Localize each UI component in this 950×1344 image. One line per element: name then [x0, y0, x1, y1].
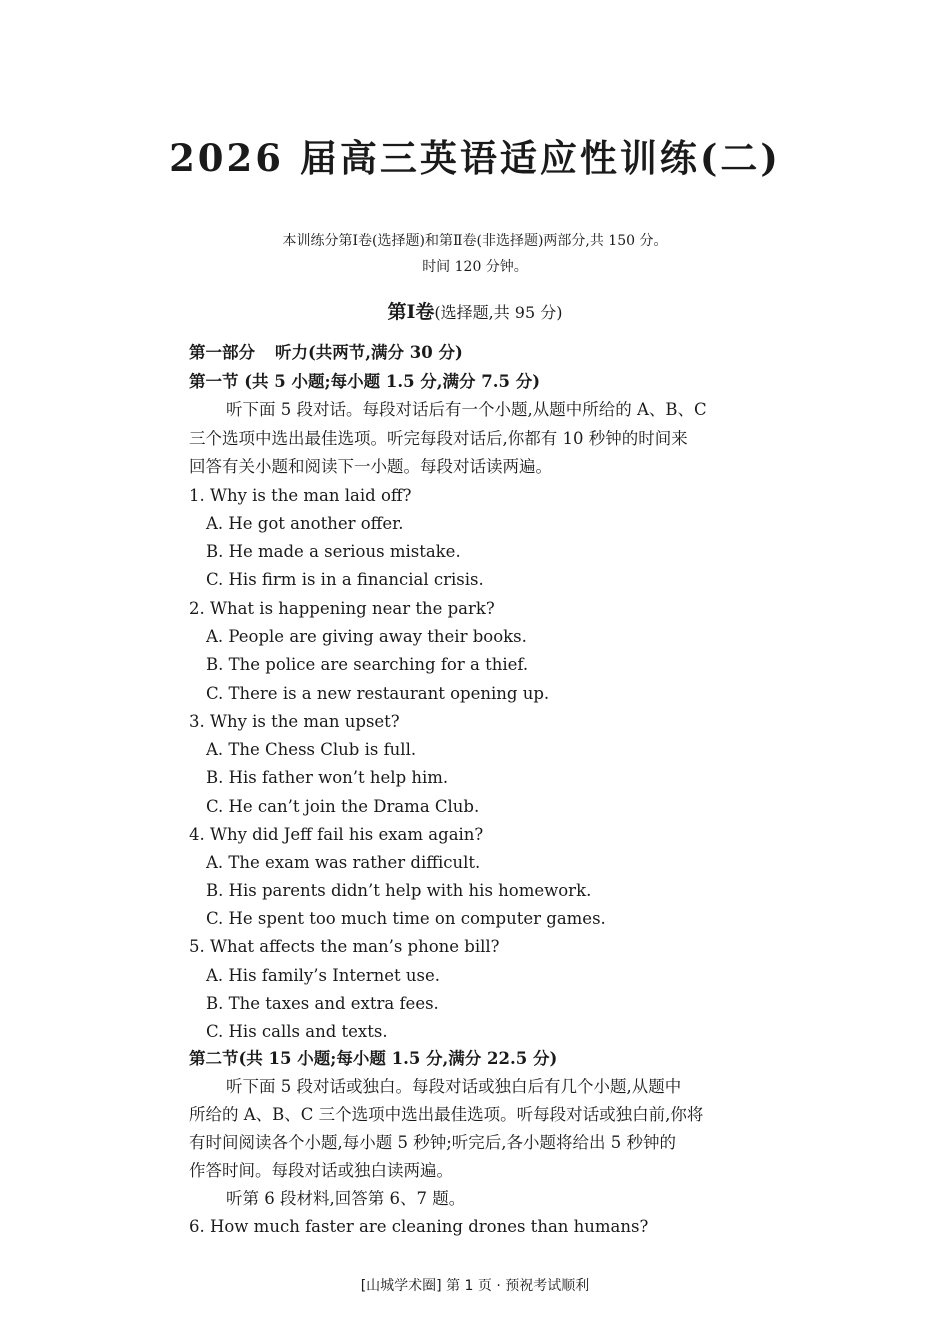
part1-heading-title: 听力(共两节,满分 30 分) — [275, 343, 463, 362]
question-option: A. People are giving away their books. — [206, 627, 527, 646]
intro-line-1: 本训练分第Ⅰ卷(选择题)和第Ⅱ卷(非选择题)两部分,共 150 分。 — [282, 233, 668, 249]
question-option: C. His calls and texts. — [206, 1022, 388, 1041]
question-stem: 2. What is happening near the park? — [189, 599, 495, 618]
section1-instruction: 回答有关小题和阅读下一小题。每段对话读两遍。 — [189, 457, 552, 476]
material-note: 听第 6 段材料,回答第 6、7 题。 — [226, 1189, 466, 1208]
volume-heading-main: 第Ⅰ卷 — [387, 301, 435, 323]
page-title: 2026 届高三英语适应性训练(二) — [169, 136, 781, 180]
question-option: A. The exam was rather difficult. — [206, 853, 481, 872]
question-option: B. The taxes and extra fees. — [206, 994, 439, 1013]
question-stem: 3. Why is the man upset? — [189, 712, 400, 731]
question-stem: 1. Why is the man laid off? — [189, 486, 412, 505]
volume-heading-sub: (选择题,共 95 分) — [434, 303, 563, 322]
question-stem: 6. How much faster are cleaning drones than humans? — [189, 1217, 649, 1236]
section2-instruction: 所给的 A、B、C 三个选项中选出最佳选项。听每段对话或独白前,你将 — [189, 1105, 704, 1124]
question-stem: 4. Why did Jeff fail his exam again? — [189, 825, 484, 844]
section2-heading: 第二节(共 15 小题;每小题 1.5 分,满分 22.5 分) — [189, 1049, 558, 1068]
question-option: B. He made a serious mistake. — [206, 542, 461, 561]
question-option: B. His father won’t help him. — [206, 768, 449, 787]
part1-heading — [189, 343, 789, 363]
page-footer: [山城学术圈] 第 1 页 · 预祝考试顺利 — [360, 1278, 590, 1294]
section1-heading: 第一节 (共 5 小题;每小题 1.5 分,满分 7.5 分) — [189, 372, 541, 391]
question-option: A. The Chess Club is full. — [206, 740, 417, 759]
question-option: C. He can’t join the Drama Club. — [206, 797, 480, 816]
question-option: B. His parents didn’t help with his homework. — [206, 881, 592, 900]
question-option: C. There is a new restaurant opening up. — [206, 684, 550, 703]
question-option: A. His family’s Internet use. — [206, 966, 441, 985]
section2-instruction: 听下面 5 段对话或独白。每段对话或独白后有几个小题,从题中 — [226, 1077, 682, 1096]
question-option: C. He spent too much time on computer games. — [206, 909, 606, 928]
volume-heading — [0, 297, 950, 324]
question-option: A. He got another offer. — [206, 514, 404, 533]
question-stem: 5. What affects the man’s phone bill? — [189, 937, 500, 956]
question-option: C. His firm is in a financial crisis. — [206, 570, 484, 589]
question-option: B. The police are searching for a thief. — [206, 655, 529, 674]
section2-instruction: 作答时间。每段对话或独白读两遍。 — [189, 1161, 453, 1180]
part1-heading-label: 第一部分 — [189, 343, 255, 362]
intro-line-2: 时间 120 分钟。 — [422, 259, 528, 275]
section1-instruction: 听下面 5 段对话。每段对话后有一个小题,从题中所给的 A、B、C — [226, 400, 707, 419]
section1-instruction: 三个选项中选出最佳选项。听完每段对话后,你都有 10 秒钟的时间来 — [189, 429, 688, 448]
section2-instruction: 有时间阅读各个小题,每小题 5 秒钟;听完后,各小题将给出 5 秒钟的 — [189, 1133, 677, 1152]
